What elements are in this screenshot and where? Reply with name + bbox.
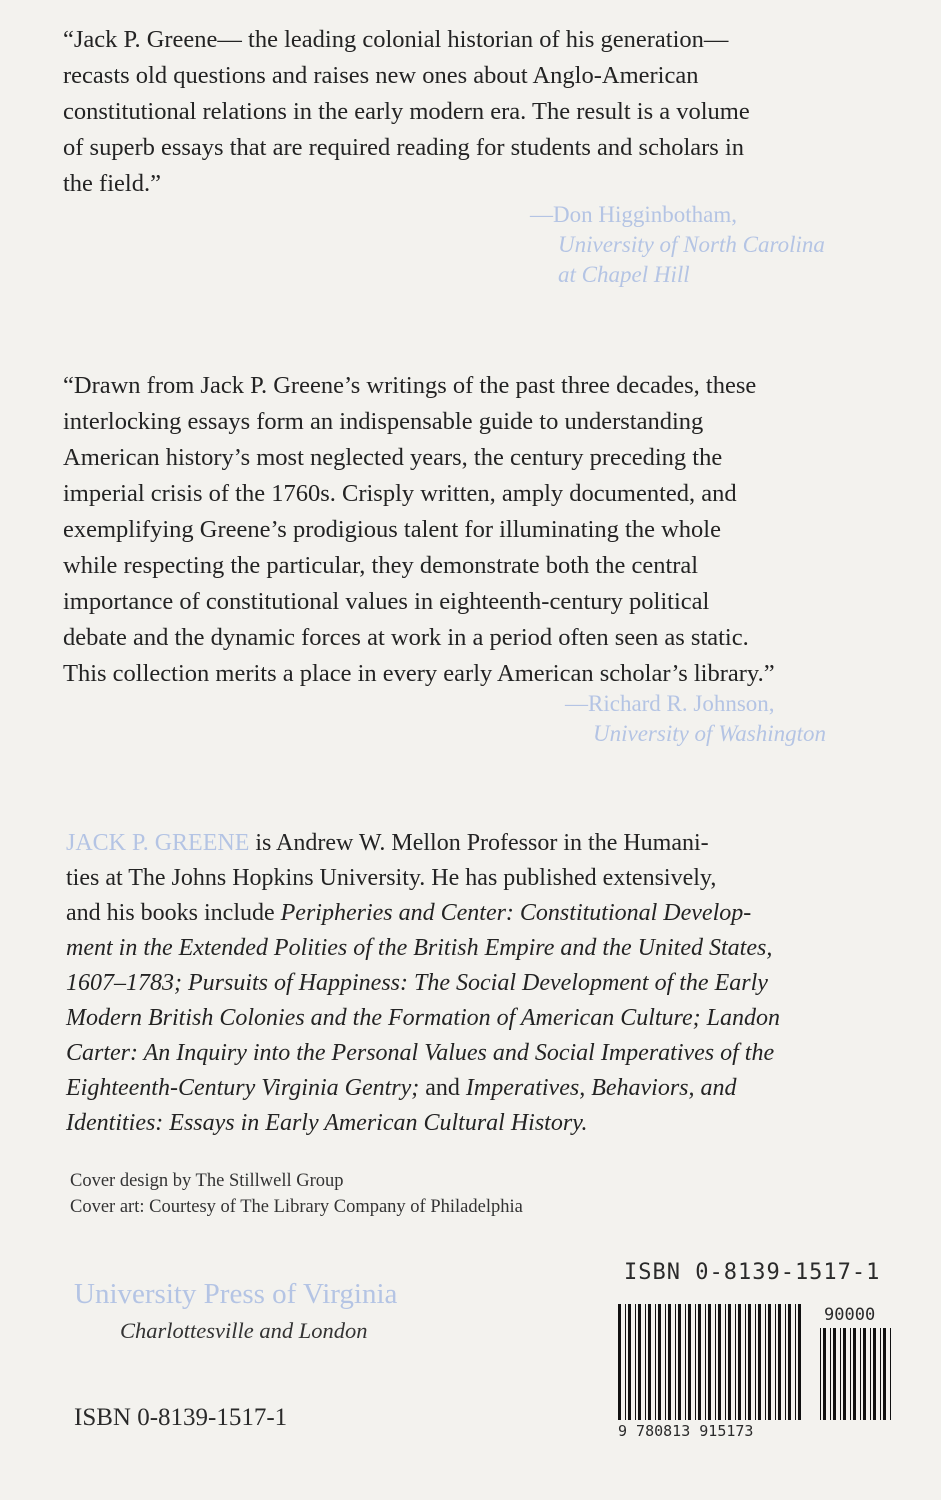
book-title: ment in the Extended Polities of the British Empire and the United States, xyxy=(66,935,773,961)
book-title: Identities: Essays in Early American Cultural History. xyxy=(66,1110,588,1136)
barcode-bar xyxy=(795,1304,796,1420)
bio-line xyxy=(66,826,780,861)
bio-text: is Andrew W. Mellon Professor in the Humani- xyxy=(249,830,709,856)
quote-2-line: interlocking essays form an indispensable guide to understanding xyxy=(63,408,704,435)
barcode-bar xyxy=(685,1304,686,1420)
barcode xyxy=(614,1298,896,1444)
barcode-bar xyxy=(718,1304,721,1420)
barcode-bar xyxy=(638,1304,641,1420)
barcode-bar xyxy=(678,1304,681,1420)
barcode-bar xyxy=(658,1304,661,1420)
quote-1-line: the field.” xyxy=(63,170,161,197)
barcode-bar xyxy=(788,1304,791,1420)
quote-1 xyxy=(63,22,750,202)
cover-credits xyxy=(70,1168,523,1220)
quote-1-affiliation: University of North Carolina xyxy=(558,232,825,257)
barcode-bar xyxy=(873,1328,876,1420)
barcode-isbn: ISBN 0-8139-1517-1 xyxy=(624,1260,881,1285)
quote-2-line: importance of constitutional values in eighteenth-century political xyxy=(63,588,710,615)
barcode-bar xyxy=(870,1328,871,1420)
quote-2-line: “Drawn from Jack P. Greene’s writings of the past three decades, these xyxy=(63,372,757,399)
barcode-bar xyxy=(833,1328,836,1420)
barcode-bar xyxy=(798,1304,801,1420)
quote-1-author: —Don Higginbotham, xyxy=(530,202,737,227)
isbn-text: ISBN 0-8139-1517-1 xyxy=(74,1404,288,1431)
quote-2-line: imperial crisis of the 1760s. Crisply written, amply documented, and xyxy=(63,480,737,507)
barcode-bar xyxy=(645,1304,646,1420)
quote-2-affiliation: University of Washington xyxy=(593,721,826,746)
barcode-bar xyxy=(863,1328,866,1420)
barcode-bar xyxy=(883,1328,886,1420)
barcode-bar xyxy=(890,1328,891,1420)
barcode-bar xyxy=(775,1304,776,1420)
book-title: Eighteenth-Century Virginia Gentry; xyxy=(66,1075,420,1101)
barcode-bar xyxy=(820,1328,821,1420)
barcode-price-code: 90000 xyxy=(824,1305,876,1325)
barcode-bar xyxy=(628,1304,631,1420)
book-title: Carter: An Inquiry into the Personal Values and Social Imperatives of the xyxy=(66,1040,775,1066)
barcode-bar xyxy=(778,1304,781,1420)
barcode-bar xyxy=(755,1304,756,1420)
barcode-bar xyxy=(880,1328,881,1420)
cover-design-credit: Cover design by The Stillwell Group xyxy=(70,1171,344,1191)
bio-text: and xyxy=(419,1075,466,1101)
book-title: 1607–1783; Pursuits of Happiness: The Social Development of the Early xyxy=(66,970,768,996)
publisher-name: University Press of Virginia xyxy=(74,1278,398,1310)
barcode-bar xyxy=(785,1304,786,1420)
cover-art-credit: Cover art: Courtesy of The Library Company of Philadelphia xyxy=(70,1197,523,1217)
barcode-bar xyxy=(695,1304,696,1420)
barcode-bar xyxy=(705,1304,706,1420)
quote-1-line: of superb essays that are required reading for students and scholars in xyxy=(63,134,745,161)
quote-2 xyxy=(63,368,775,692)
barcode-bar xyxy=(655,1304,656,1420)
quote-1-attribution xyxy=(530,200,825,290)
barcode-graphic xyxy=(614,1298,896,1444)
bio-line: ties at The Johns Hopkins University. He has published extensively, xyxy=(66,865,717,891)
barcode-bar xyxy=(735,1304,736,1420)
barcode-bar xyxy=(860,1328,861,1420)
barcode-bar xyxy=(625,1304,626,1420)
author-bio xyxy=(66,826,780,1141)
book-title: Imperatives, Behaviors, and xyxy=(465,1075,737,1101)
barcode-bar xyxy=(708,1304,711,1420)
barcode-bar xyxy=(725,1304,726,1420)
barcode-bar xyxy=(668,1304,671,1420)
bio-line xyxy=(66,1071,780,1106)
quote-2-line: debate and the dynamic forces at work in a period often seen as static. xyxy=(63,624,749,651)
quote-2-attribution xyxy=(565,689,826,749)
barcode-bar xyxy=(688,1304,691,1420)
quote-2-line: exemplifying Greene’s prodigious talent for illuminating the whole xyxy=(63,516,721,543)
barcode-bar xyxy=(648,1304,651,1420)
author-name: JACK P. GREENE xyxy=(66,830,250,856)
quote-2-line: This collection merits a place in every early American scholar’s library.” xyxy=(63,660,775,687)
barcode-bar xyxy=(665,1304,666,1420)
barcode-bar xyxy=(768,1304,771,1420)
barcode-bar xyxy=(635,1304,636,1420)
quote-2-line: American history’s most neglected years, the century preceding the xyxy=(63,444,723,471)
quote-1-line: “Jack P. Greene— the leading colonial historian of his generation— xyxy=(63,26,729,53)
barcode-bar xyxy=(675,1304,676,1420)
barcode-bar xyxy=(738,1304,741,1420)
barcode-bar xyxy=(728,1304,731,1420)
quote-1-affiliation: at Chapel Hill xyxy=(558,262,690,287)
bio-line xyxy=(66,896,780,931)
barcode-bar xyxy=(758,1304,761,1420)
barcode-bar xyxy=(715,1304,716,1420)
book-title: Modern British Colonies and the Formation of American Culture; Landon xyxy=(66,1005,780,1031)
barcode-bar xyxy=(698,1304,701,1420)
barcode-bar xyxy=(618,1304,621,1420)
barcode-bar xyxy=(748,1304,751,1420)
quote-1-line: recasts old questions and raises new ones about Anglo-American xyxy=(63,62,699,89)
barcode-bar xyxy=(850,1328,851,1420)
barcode-bar xyxy=(830,1328,831,1420)
barcode-bar xyxy=(840,1328,841,1420)
quote-1-line: constitutional relations in the early modern era. The result is a volume xyxy=(63,98,750,125)
quote-2-author: —Richard R. Johnson, xyxy=(565,691,775,716)
publisher-place: Charlottesville and London xyxy=(120,1318,368,1343)
barcode-bar xyxy=(765,1304,766,1420)
book-title: Peripheries and Center: Constitutional Develop- xyxy=(280,900,752,926)
barcode-bar xyxy=(745,1304,746,1420)
barcode-bar xyxy=(843,1328,846,1420)
barcode-ean-digits: 9 780813 915173 xyxy=(618,1422,754,1440)
barcode-bar xyxy=(823,1328,826,1420)
barcode-bar xyxy=(853,1328,856,1420)
bio-text: and his books include xyxy=(66,900,281,926)
quote-2-line: while respecting the particular, they demonstrate both the central xyxy=(63,552,699,579)
